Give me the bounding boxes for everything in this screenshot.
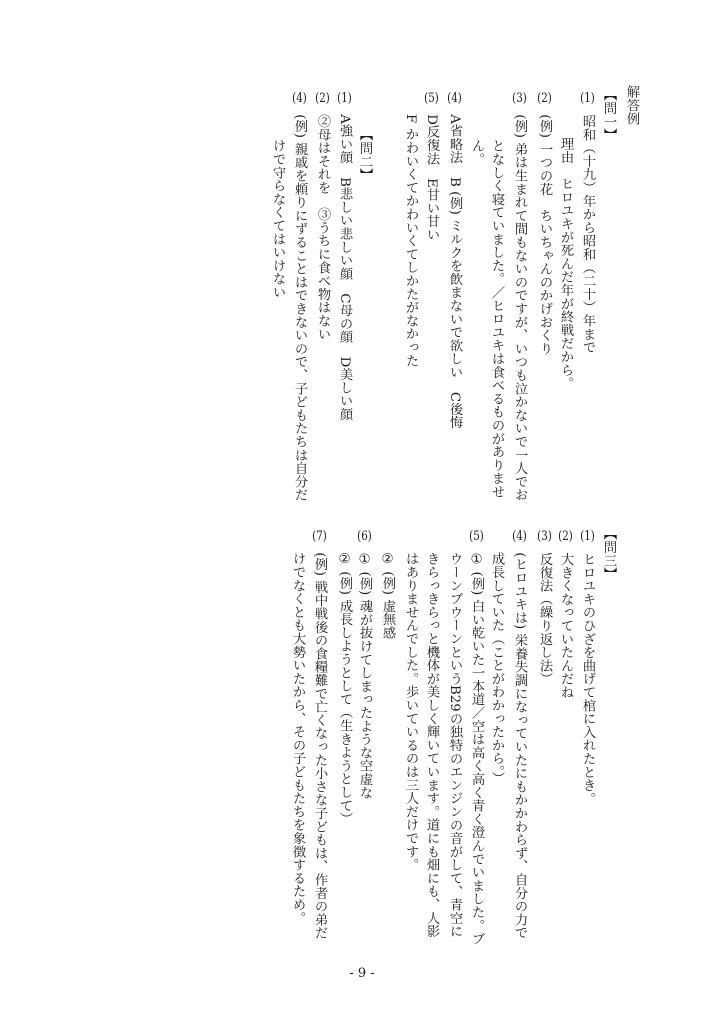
answer-text: ① (例) 白い乾いた一本道／空は高く高く青く澄んでいました。ブ	[469, 552, 484, 946]
answer-text: A強い顔 B悲しい悲しい顔 C母の顔 D美しい顔	[337, 114, 352, 421]
answer-text: きらっきらっと機体が美しく輝いています。道にも畑にも、人影	[424, 552, 439, 938]
answer-text: ヒロユキのひざを曲げて棺に入れたとき。	[580, 552, 595, 805]
answer-text: (例) 戦中戦後の食糧難で亡くなった小さな子どもは、作者の弟だ	[312, 552, 327, 940]
answer-line	[468, 530, 485, 945]
answer-line	[336, 552, 353, 825]
answer-line	[289, 552, 306, 924]
answer-text: (ヒロユキは) 栄養失調になっていたにもかかわらず、自分の力で	[512, 552, 527, 940]
answer-line	[511, 92, 528, 501]
answer-text: (例) 一つの花 ちいちゃんのかげおくり	[537, 114, 552, 355]
answer-line	[402, 114, 419, 367]
answer-line	[379, 552, 396, 639]
question-number: (3)	[512, 92, 527, 106]
question-number: (6)	[357, 530, 372, 544]
answer-text: (例) 親戚を頼りにずることはできないので、子どもたちは自分だ	[292, 114, 307, 502]
answer-text: (例) 弟は生まれて間もないのですが、いつも泣かないで一人でお	[512, 114, 527, 502]
answer-line	[423, 92, 440, 241]
answer-line	[468, 139, 485, 166]
answer-line	[291, 92, 308, 501]
question-number: (1)	[580, 92, 595, 106]
answer-text: となしく寝ていました。／ヒロユキは食べるものがありませ	[489, 139, 504, 499]
answer-line	[269, 139, 286, 299]
answer-line	[488, 139, 505, 498]
answer-text: 理由 ヒロユキが死んだ年が終戦だから。	[558, 137, 573, 390]
answer-line	[423, 552, 440, 938]
section-title-q3: 【問三】	[601, 527, 616, 581]
answer-line	[446, 552, 463, 938]
answer-text: D反復法 E甘い甘い	[424, 114, 439, 242]
answer-line	[402, 552, 419, 871]
answer-line	[579, 530, 596, 805]
answer-line	[557, 530, 574, 699]
answer-text: はありませんでした。歩いているのは三人だけです。	[403, 552, 418, 872]
page-number: - 9 -	[349, 966, 375, 981]
answer-text: 成長していた（ことがわかったから。）	[489, 552, 504, 785]
answer-line	[356, 530, 373, 799]
answer-text: けで守らなくてはいけない	[270, 139, 285, 299]
question-number: (2)	[558, 530, 573, 544]
section-title-q2: 【問二】	[357, 128, 372, 182]
question-number: (4)	[512, 530, 527, 544]
answer-text: A省略法 B (例) ミルクを飲まないで欲しい C後悔	[447, 114, 462, 429]
answer-line	[488, 552, 505, 785]
answer-line	[511, 530, 528, 939]
answer-text: 大きくなっていたんだね	[558, 552, 573, 699]
question-number: (2)	[315, 92, 330, 106]
answer-text: ② (例) 虚無感	[380, 552, 395, 640]
question-number: (5)	[469, 530, 484, 544]
answer-text: ② (例) 成長しようとして（生きようとして）	[337, 552, 352, 826]
answer-line	[579, 92, 596, 354]
answer-line	[536, 530, 553, 685]
answer-key-heading: 解答例	[624, 85, 639, 125]
answer-line	[311, 530, 328, 939]
question-number: (1)	[580, 530, 595, 544]
answer-text: ②母はそれを ③うちに食べ物はない	[315, 114, 330, 341]
answer-text: F かわいくてかわいくてしかたがなかった	[403, 114, 418, 367]
answer-text: 昭和（十九）年から昭和（二十）年まで	[580, 114, 595, 354]
answer-line	[536, 92, 553, 355]
question-number: (5)	[424, 92, 439, 106]
question-number: (7)	[312, 530, 327, 544]
answer-text: けでなくとも大勢いたから、その子どもたちを象徴するため。	[290, 552, 305, 925]
answer-text: ウーンブウーンというB29の独特のエンジンの音がして、青空に	[447, 552, 462, 938]
answer-line	[314, 92, 331, 340]
question-number: (2)	[537, 92, 552, 106]
answer-text: ① (例) 魂が抜けてしまったような空虚な	[357, 552, 372, 799]
question-number: (3)	[537, 530, 552, 544]
answer-line	[557, 137, 574, 390]
answer-line	[446, 92, 463, 429]
answer-text: 反復法（繰り返し法）	[537, 552, 552, 686]
answer-text: ん。	[469, 139, 484, 166]
question-number: (4)	[447, 92, 462, 106]
question-number: (1)	[337, 92, 352, 106]
answer-line	[336, 92, 353, 421]
section-title-q1: 【問一】	[601, 88, 616, 142]
question-number: (4)	[292, 92, 307, 106]
